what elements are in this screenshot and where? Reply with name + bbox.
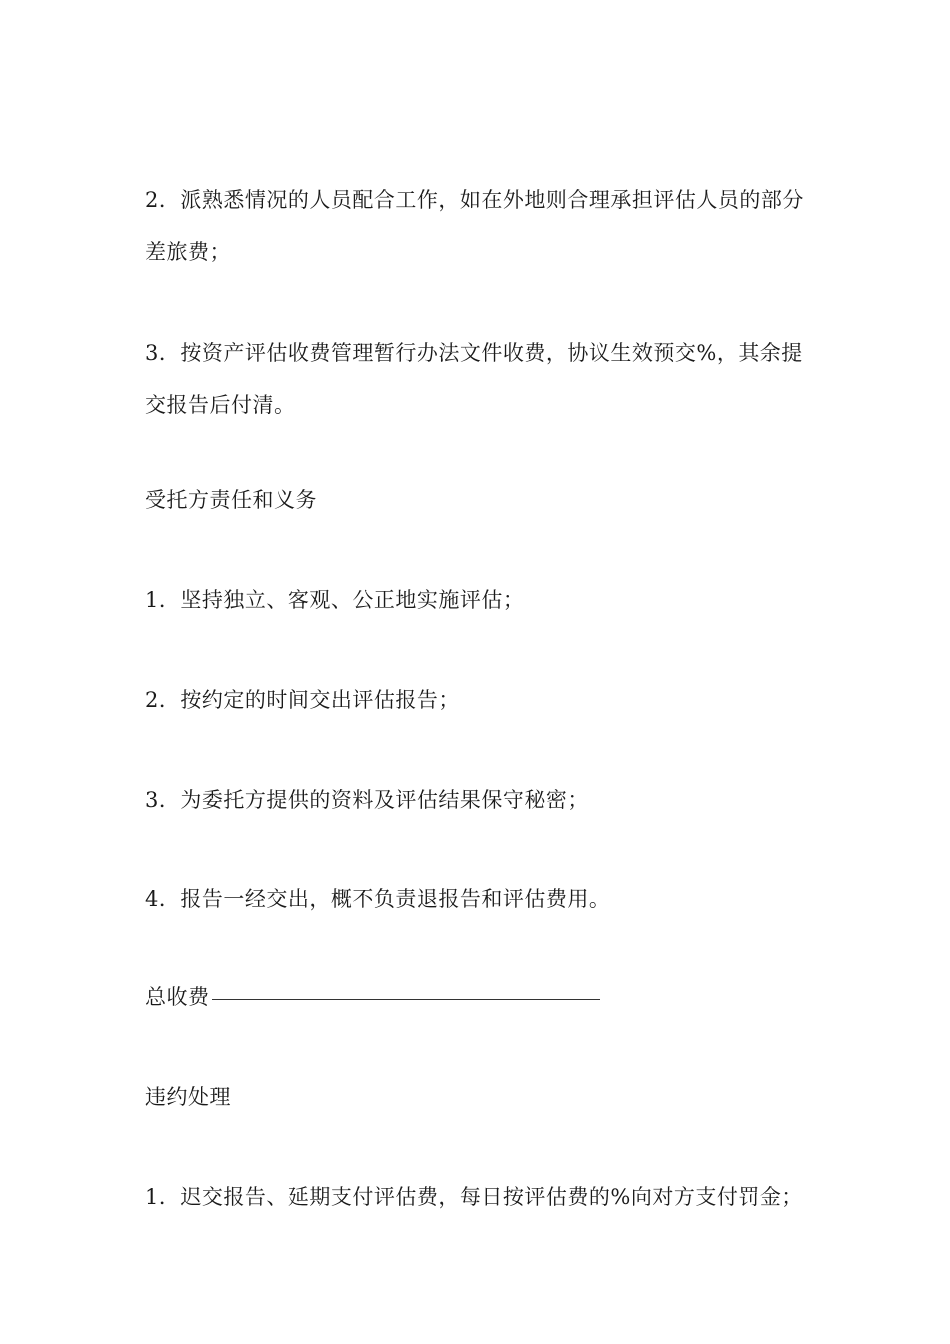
total-fee-label: 总收费 — [145, 985, 210, 1009]
paragraph-duty-confidential: 3．为委托方提供的资料及评估结果保守秘密； — [145, 788, 589, 812]
total-fee-line — [145, 971, 845, 1023]
heading-trustee-duties: 受托方责任和义务 — [145, 488, 317, 512]
paragraph-duty-no-refund: 4．报告一经交出，概不负责退报告和评估费用。 — [145, 887, 611, 911]
paragraph-fee-payment: 3．按资产评估收费管理暂行办法文件收费，协议生效预交%，其余提交报告后付清。 — [145, 341, 803, 417]
total-fee-blank — [212, 975, 600, 1000]
paragraph-duty-independent: 1．坚持独立、客观、公正地实施评估； — [145, 588, 525, 612]
paragraph-late-penalty: 1．迟交报告、延期支付评估费，每日按评估费的%向对方支付罚金； — [145, 1185, 803, 1209]
paragraph-duty-deliver-report: 2．按约定的时间交出评估报告； — [145, 688, 460, 712]
heading-breach-handling: 违约处理 — [145, 1085, 231, 1109]
paragraph-client-staff-travel: 2．派熟悉情况的人员配合工作，如在外地则合理承担评估人员的部分差旅费； — [145, 188, 804, 264]
